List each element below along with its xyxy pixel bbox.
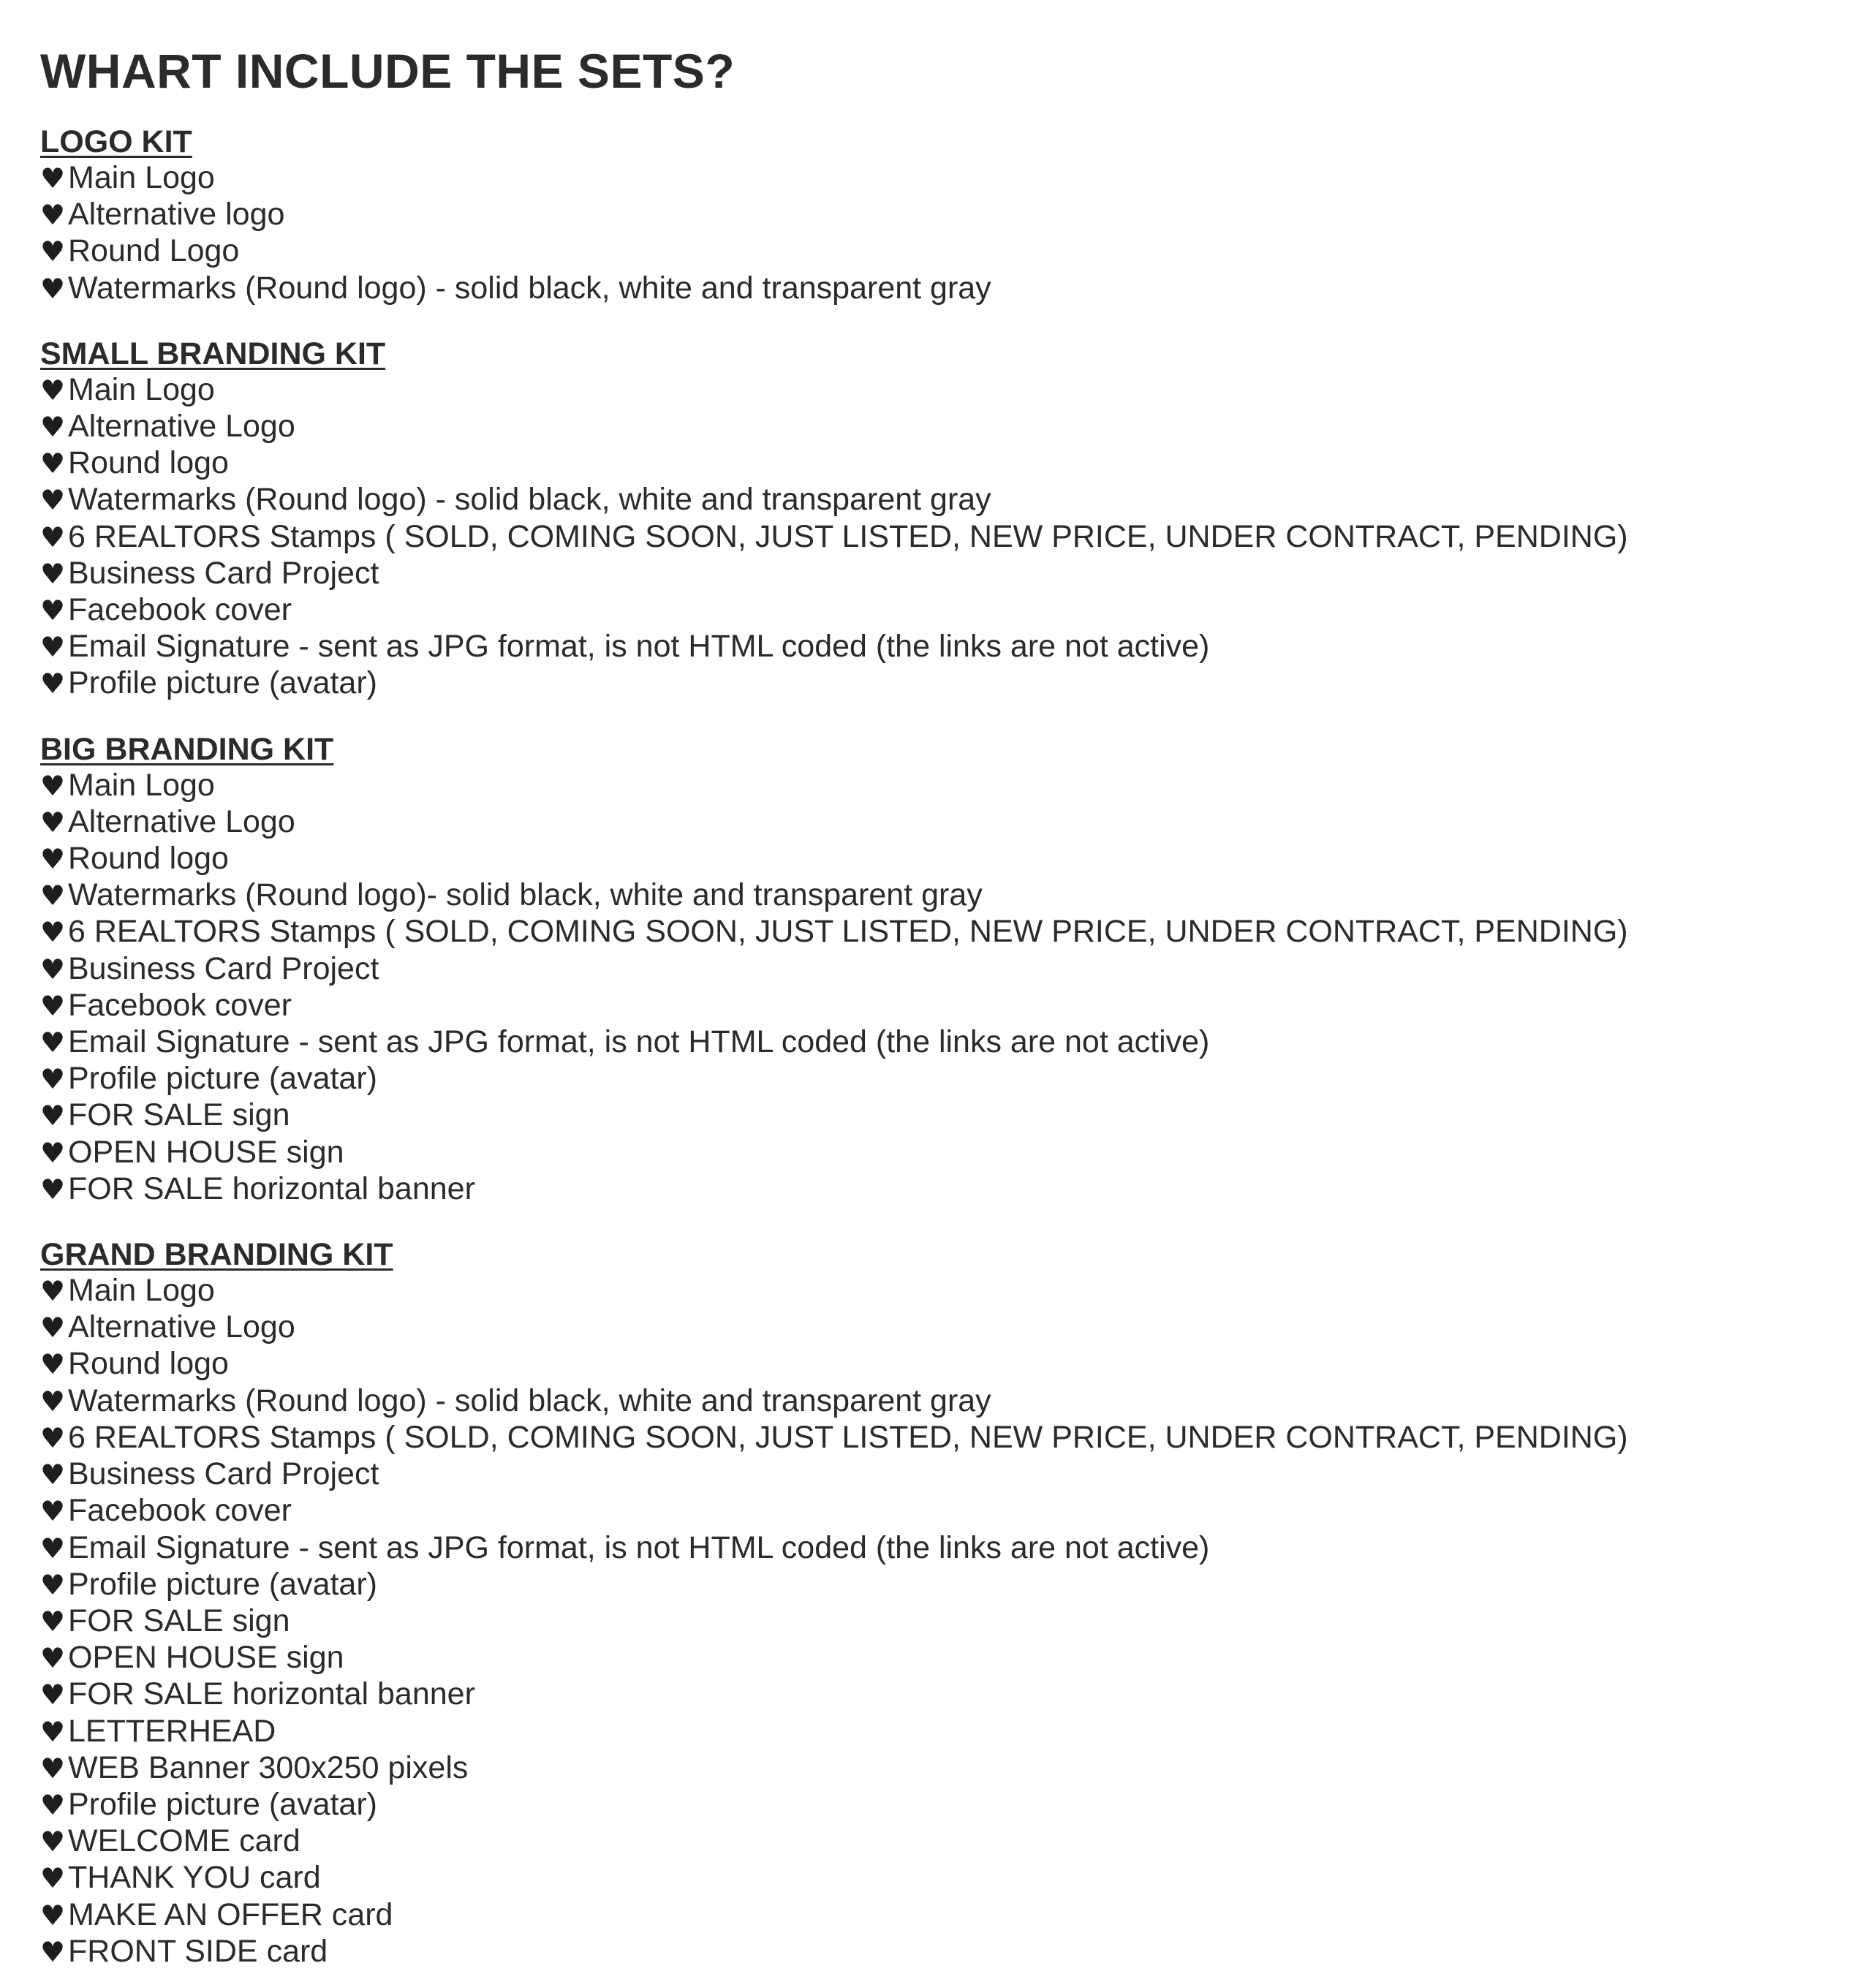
list-item: [40, 1530, 1853, 1567]
list-item: [40, 409, 1853, 445]
heart-icon: ♥: [40, 631, 66, 664]
list-item: [40, 1456, 1853, 1493]
list-item: [40, 951, 1853, 988]
list-item-text: Business Card Project: [68, 1456, 379, 1492]
heart-icon: ♥: [40, 953, 66, 986]
list-item-text: FRONT SIDE card: [68, 1933, 328, 1969]
list-item: [40, 556, 1853, 592]
list-item: [40, 1346, 1853, 1383]
list-item: [40, 1787, 1853, 1823]
heart-icon: ♥: [40, 1715, 66, 1748]
list-item-text: Main Logo: [68, 160, 215, 195]
heart-icon: ♥: [40, 1385, 66, 1418]
kit-section: [40, 732, 1853, 1208]
list-item: [40, 160, 1853, 197]
list-item: [40, 1640, 1853, 1676]
list-item: [40, 914, 1853, 950]
heart-icon: ♥: [40, 1026, 66, 1059]
list-item: [40, 1567, 1853, 1603]
kit-title: GRAND BRANDING KIT: [40, 1237, 393, 1273]
heart-icon: ♥: [40, 447, 66, 480]
list-item-text: Facebook cover: [68, 987, 292, 1023]
heart-icon: ♥: [40, 880, 66, 912]
heart-icon: ♥: [40, 162, 66, 194]
heart-icon: ♥: [40, 1605, 66, 1638]
heart-icon: ♥: [40, 557, 66, 590]
heart-icon: ♥: [40, 989, 66, 1022]
list-item: [40, 1420, 1853, 1456]
list-item: [40, 1097, 1853, 1134]
list-item: [40, 1135, 1853, 1171]
heart-icon: ♥: [40, 1100, 66, 1132]
list-item-text: Round Logo: [68, 233, 240, 269]
list-item: [40, 1024, 1853, 1061]
list-item: [40, 665, 1853, 702]
list-item-text: OPEN HOUSE sign: [68, 1134, 344, 1170]
list-item-text: Profile picture (avatar): [68, 1061, 377, 1097]
list-item-text: Alternative Logo: [68, 1309, 295, 1345]
list-item-text: FOR SALE sign: [68, 1097, 290, 1133]
heart-icon: ♥: [40, 843, 66, 876]
kit-item-list: [40, 768, 1853, 1208]
heart-icon: ♥: [40, 1826, 66, 1858]
kit-item-list: [40, 1273, 1853, 1970]
heart-icon: ♥: [40, 1788, 66, 1821]
list-item-text: Main Logo: [68, 371, 215, 407]
kit-section: [40, 336, 1853, 703]
list-item-text: OPEN HOUSE sign: [68, 1640, 344, 1676]
list-item: [40, 271, 1853, 307]
heart-icon: ♥: [40, 1935, 66, 1968]
heart-icon: ♥: [40, 1495, 66, 1528]
list-item: [40, 519, 1853, 556]
heart-icon: ♥: [40, 1532, 66, 1565]
list-item-text: Profile picture (avatar): [68, 1566, 377, 1602]
list-item: [40, 1714, 1853, 1750]
heart-icon: ♥: [40, 769, 66, 802]
kit-title: SMALL BRANDING KIT: [40, 336, 386, 371]
heart-icon: ♥: [40, 1568, 66, 1601]
heart-icon: ♥: [40, 1752, 66, 1785]
list-item-text: LETTERHEAD: [68, 1713, 276, 1749]
heart-icon: ♥: [40, 521, 66, 553]
kit-item-list: [40, 160, 1853, 307]
list-item-text: THANK YOU card: [68, 1860, 321, 1896]
list-item: [40, 372, 1853, 409]
list-item-text: MAKE AN OFFER card: [68, 1896, 393, 1932]
list-item-text: Facebook cover: [68, 1493, 292, 1529]
list-item-text: 6 REALTORS Stamps ( SOLD, COMING SOON, JUST LISTED, NEW PRICE, UNDER CONTRACT, PENDING): [68, 518, 1628, 554]
list-item-text: Alternative Logo: [68, 409, 295, 445]
list-item-text: Watermarks (Round logo)- solid black, white and transparent gray: [68, 877, 983, 913]
list-item-text: Email Signature - sent as JPG format, is not HTML coded (the links are not active): [68, 1529, 1210, 1565]
heart-icon: ♥: [40, 806, 66, 839]
heart-icon: ♥: [40, 411, 66, 444]
list-item-text: WELCOME card: [68, 1823, 300, 1859]
list-item: [40, 1860, 1853, 1896]
list-item-text: Business Card Project: [68, 555, 379, 591]
list-item: [40, 629, 1853, 665]
heart-icon: ♥: [40, 1063, 66, 1096]
heart-icon: ♥: [40, 484, 66, 517]
list-item-text: Business Card Project: [68, 950, 379, 986]
heart-icon: ♥: [40, 1899, 66, 1932]
heart-icon: ♥: [40, 1459, 66, 1491]
kit-section: [40, 124, 1853, 307]
list-item: [40, 1603, 1853, 1640]
list-item: [40, 482, 1853, 518]
document-page: [40, 38, 1853, 1970]
heart-icon: ♥: [40, 1275, 66, 1308]
list-item: [40, 1676, 1853, 1713]
list-item-text: Main Logo: [68, 1273, 215, 1309]
list-item-text: Round logo: [68, 445, 229, 481]
list-item-text: FOR SALE horizontal banner: [68, 1676, 475, 1712]
list-item: [40, 1493, 1853, 1529]
list-item: [40, 1171, 1853, 1208]
heart-icon: ♥: [40, 916, 66, 949]
list-item: [40, 1897, 1853, 1934]
list-item-text: Profile picture (avatar): [68, 1786, 377, 1822]
heart-icon: ♥: [40, 272, 66, 305]
list-item: [40, 988, 1853, 1024]
list-item: [40, 841, 1853, 877]
list-item-text: WEB Banner 300x250 pixels: [68, 1750, 469, 1785]
list-item-text: Round logo: [68, 1346, 229, 1382]
heart-icon: ♥: [40, 374, 66, 406]
kit-section: [40, 1237, 1853, 1970]
list-item-text: Facebook cover: [68, 592, 292, 628]
list-item: [40, 1934, 1853, 1970]
list-item-text: Email Signature - sent as JPG format, is not HTML coded (the links are not active): [68, 629, 1210, 665]
heart-icon: ♥: [40, 1312, 66, 1344]
heart-icon: ♥: [40, 594, 66, 627]
list-item: [40, 768, 1853, 804]
heart-icon: ♥: [40, 1862, 66, 1895]
list-item-text: Watermarks (Round logo) - solid black, white and transparent gray: [68, 482, 991, 518]
list-item-text: Watermarks (Round logo) - solid black, white and transparent gray: [68, 270, 991, 306]
heart-icon: ♥: [40, 1136, 66, 1169]
list-item-text: Alternative Logo: [68, 803, 295, 839]
heart-icon: ♥: [40, 1421, 66, 1454]
heart-icon: ♥: [40, 1679, 66, 1711]
list-item-text: Main Logo: [68, 767, 215, 803]
list-item: [40, 1750, 1853, 1787]
page-title: WHART INCLUDE THE SETS?: [40, 44, 735, 98]
list-item: [40, 1823, 1853, 1860]
heart-icon: ♥: [40, 1173, 66, 1206]
heart-icon: ♥: [40, 199, 66, 232]
list-item: [40, 1383, 1853, 1420]
list-item-text: FOR SALE horizontal banner: [68, 1170, 475, 1206]
list-item-text: 6 REALTORS Stamps ( SOLD, COMING SOON, JUST LISTED, NEW PRICE, UNDER CONTRACT, PENDING): [68, 914, 1628, 950]
kit-title: LOGO KIT: [40, 124, 192, 159]
list-item: [40, 1061, 1853, 1097]
list-item: [40, 877, 1853, 914]
heart-icon: ♥: [40, 667, 66, 700]
list-item-text: 6 REALTORS Stamps ( SOLD, COMING SOON, JUST LISTED, NEW PRICE, UNDER CONTRACT, PENDING): [68, 1419, 1628, 1455]
kit-sections: [40, 124, 1853, 1970]
list-item: [40, 592, 1853, 629]
list-item-text: Profile picture (avatar): [68, 665, 377, 701]
list-item-text: Watermarks (Round logo) - solid black, white and transparent gray: [68, 1383, 991, 1418]
list-item-text: Email Signature - sent as JPG format, is not HTML coded (the links are not active): [68, 1024, 1210, 1060]
list-item-text: Round logo: [68, 841, 229, 877]
kit-title: BIG BRANDING KIT: [40, 731, 334, 767]
list-item: [40, 1273, 1853, 1309]
list-item: [40, 804, 1853, 841]
heart-icon: ♥: [40, 1642, 66, 1675]
list-item-text: Alternative logo: [68, 197, 285, 232]
kit-item-list: [40, 372, 1853, 703]
list-item: [40, 1309, 1853, 1346]
heart-icon: ♥: [40, 235, 66, 268]
list-item-text: FOR SALE sign: [68, 1603, 290, 1638]
heart-icon: ♥: [40, 1348, 66, 1381]
list-item: [40, 445, 1853, 482]
list-item: [40, 197, 1853, 233]
list-item: [40, 233, 1853, 270]
